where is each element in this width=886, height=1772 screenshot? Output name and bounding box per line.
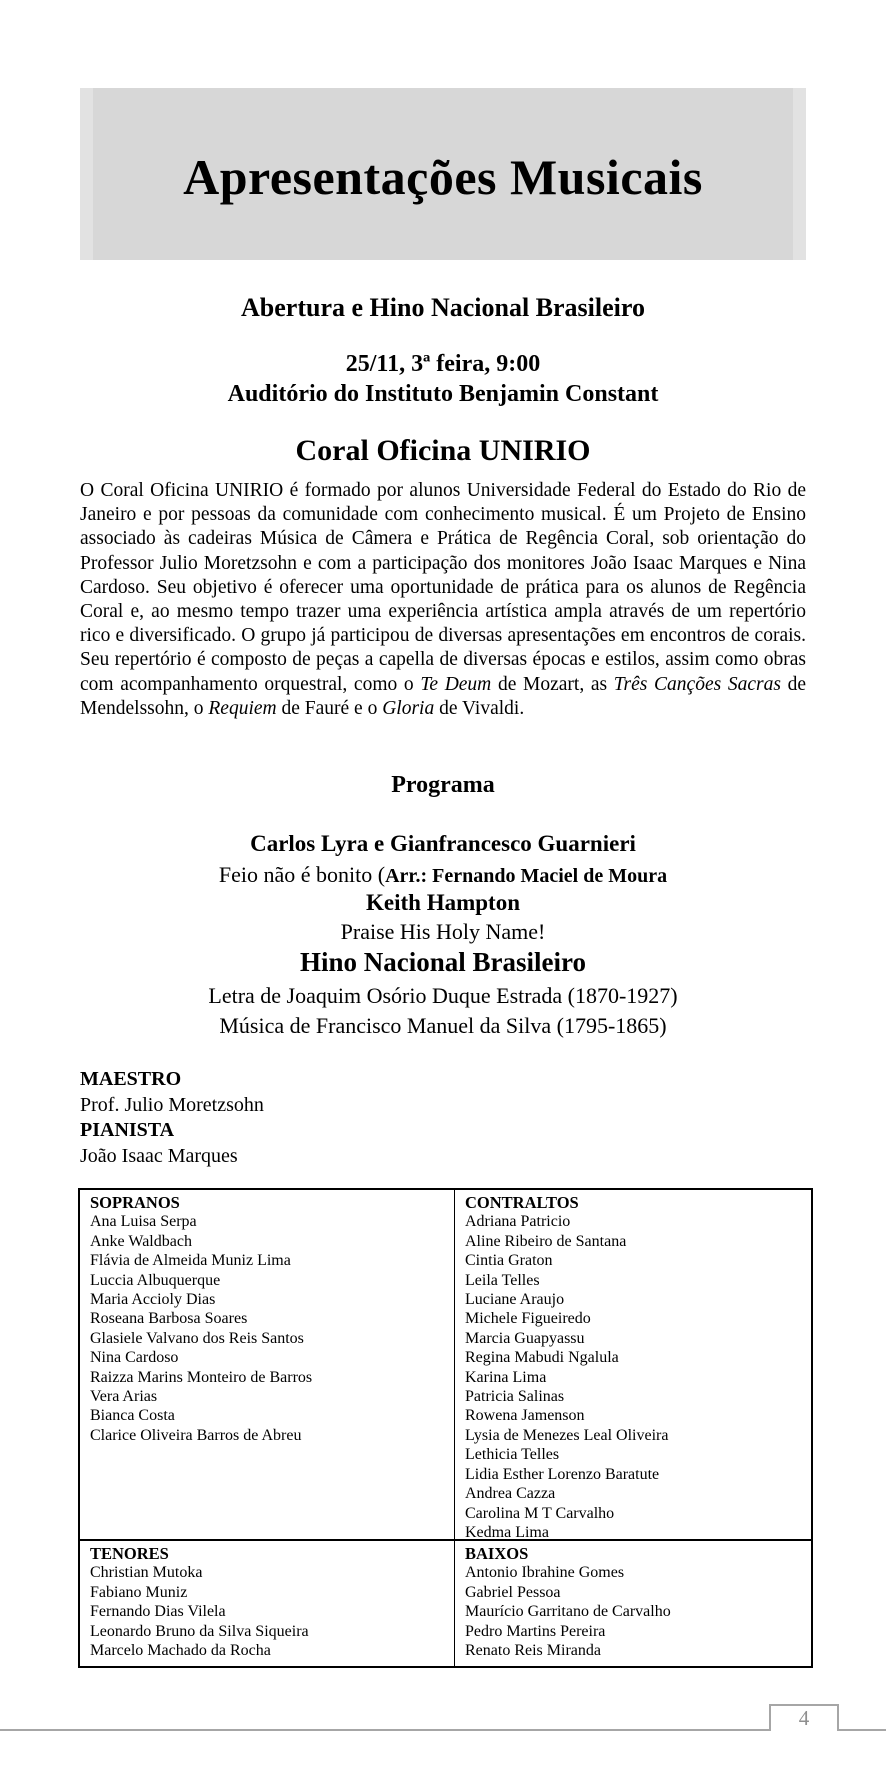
roster-member: Michele Figueiredo (465, 1310, 591, 1328)
roster-member: Flávia de Almeida Muniz Lima (90, 1252, 291, 1270)
event-venue: Auditório do Instituto Benjamin Constant (227, 381, 659, 407)
roster-member: Maria Accioly Dias (90, 1291, 216, 1309)
work-title-italic: Te Deum (420, 673, 492, 695)
sopranos-cell (80, 1190, 455, 1539)
roster-member: Antonio Ibrahine Gomes (465, 1564, 625, 1582)
description-text: de Vivaldi. (434, 697, 525, 719)
roster-member: Lethicia Telles (465, 1446, 560, 1464)
tenores-list (90, 1563, 446, 1660)
event-title: Abertura e Hino Nacional Brasileiro (241, 293, 645, 322)
baixos-cell (455, 1541, 811, 1666)
description-text: O Coral Oficina UNIRIO é formado por alunos Universidade Federal do Estado do Rio de Janeiro e por pessoas da comunidade com conhecimento musical. É um Projeto de Ensino associado às cadeiras Música de Câmera e Prática de Regência Coral, sob orientação do Professor Julio Moretzsohn e com a participação dos monitores João Isaac Marques e Nina Cardoso. Seu objetivo é oferecer uma oportunidade de prática para os alunos de Regência Coral e, ao mesmo tempo trazer uma experiência artística ampla através de um repertório rico e diversificado. O grupo já participou de diversas apresentações em encontros de corais. Seu repertório é composto de peças a capella de diversas épocas e estilos, assim como obras com acompanhamento orquestral, como o (80, 480, 806, 695)
roster-member: Christian Mutoka (90, 1564, 203, 1582)
program-composer-2: Keith Hampton (366, 890, 520, 915)
tenores-cell (80, 1541, 455, 1666)
roster-member: Patricia Salinas (465, 1388, 565, 1406)
credits-block (80, 1067, 806, 1169)
roster-member: Raizza Marins Monteiro de Barros (90, 1368, 313, 1386)
work-title-italic: Gloria (382, 697, 435, 719)
program-composer-1: Carlos Lyra e Gianfrancesco Guarnieri (250, 831, 636, 856)
page-number: 4 (798, 1706, 810, 1730)
footer-rule (0, 1729, 886, 1731)
roster-member: Fernando Dias Vilela (90, 1603, 226, 1621)
roster-member: Aline Ribeiro de Santana (465, 1232, 627, 1250)
maestro-name: Prof. Julio Moretzsohn (80, 1093, 264, 1116)
pianist-name: João Isaac Marques (80, 1144, 238, 1167)
anthem-music-credit: Música de Francisco Manuel da Silva (1795-1865) (219, 1013, 667, 1038)
pianist-label: PIANISTA (80, 1119, 175, 1141)
roster-member: Vera Arias (90, 1388, 158, 1406)
roster-member: Karina Lima (465, 1368, 547, 1386)
maestro-label: MAESTRO (80, 1068, 182, 1090)
roster-member: Leila Telles (465, 1271, 540, 1289)
roster-member: Marcia Guapyassu (465, 1329, 585, 1347)
piece-1-title: Feio não é bonito ( (218, 862, 386, 887)
roster-member: Lysia de Menezes Leal Oliveira (465, 1426, 669, 1444)
roster-member: Gabriel Pessoa (465, 1583, 561, 1601)
roster-member: Cintia Graton (465, 1252, 553, 1270)
description-text: de Fauré e o (276, 697, 383, 719)
document-title: Apresentações Musicais (183, 149, 703, 205)
anthem-title: Hino Nacional Brasileiro (299, 947, 586, 977)
roster-member: Ana Luisa Serpa (90, 1213, 197, 1231)
work-title-italic: Requiem (208, 697, 277, 719)
contraltos-header: CONTRALTOS (465, 1193, 579, 1212)
roster-member: Maurício Garritano de Carvalho (465, 1603, 671, 1621)
roster-row-men (80, 1539, 811, 1666)
contraltos-list (465, 1212, 803, 1542)
roster-member: Renato Reis Miranda (465, 1642, 601, 1660)
description-text: de Mendelssohn, o (80, 673, 807, 719)
choir-description (80, 479, 806, 721)
roster-member: Luccia Albuquerque (90, 1271, 221, 1289)
roster-member: Carolina M T Carvalho (465, 1504, 615, 1522)
choir-name-heading: Coral Oficina UNIRIO (295, 434, 591, 467)
anthem-lyrics-credit: Letra de Joaquim Osório Duque Estrada (1870-1927) (208, 983, 678, 1008)
roster-table (78, 1188, 813, 1668)
roster-member: Marcelo Machado da Rocha (90, 1642, 271, 1660)
program-piece-2: Praise His Holy Name! (340, 919, 546, 944)
baixos-header: BAIXOS (465, 1544, 529, 1563)
sopranos-list (90, 1212, 446, 1445)
roster-member: Clarice Oliveira Barros de Abreu (90, 1426, 302, 1444)
roster-member: Rowena Jamenson (465, 1407, 585, 1425)
tenores-header: TENORES (90, 1544, 169, 1563)
baixos-list (465, 1563, 803, 1660)
roster-member: Adriana Patricio (465, 1213, 571, 1231)
roster-member: Glasiele Valvano dos Reis Santos (90, 1329, 304, 1347)
event-datetime: 25/11, 3ª feira, 9:00 (345, 351, 541, 377)
piece-1-arranger: Arr.: Fernando Maciel de Moura (385, 865, 668, 887)
roster-member: Luciane Araujo (465, 1291, 565, 1309)
roster-member: Anke Waldbach (90, 1232, 192, 1250)
roster-member: Regina Mabudi Ngalula (465, 1349, 619, 1367)
roster-member: Andrea Cazza (465, 1485, 556, 1503)
roster-row-women (80, 1190, 811, 1539)
roster-member: Nina Cardoso (90, 1349, 179, 1367)
title-banner (80, 88, 806, 260)
program-heading: Programa (391, 772, 495, 798)
roster-member: Leonardo Bruno da Silva Siqueira (90, 1622, 309, 1640)
page-number-tab (769, 1704, 839, 1731)
roster-member: Pedro Martins Pereira (465, 1622, 606, 1640)
program-piece-1 (80, 862, 806, 888)
roster-member: Bianca Costa (90, 1407, 175, 1425)
roster-member: Fabiano Muniz (90, 1583, 188, 1601)
roster-member: Lidia Esther Lorenzo Baratute (465, 1465, 660, 1483)
description-text: de Mozart, as (491, 673, 614, 695)
roster-member: Kedma Lima (465, 1523, 549, 1541)
work-title-italic: Três Canções Sacras (613, 673, 781, 695)
roster-member: Roseana Barbosa Soares (90, 1310, 248, 1328)
contraltos-cell (455, 1190, 811, 1539)
sopranos-header: SOPRANOS (90, 1193, 180, 1212)
